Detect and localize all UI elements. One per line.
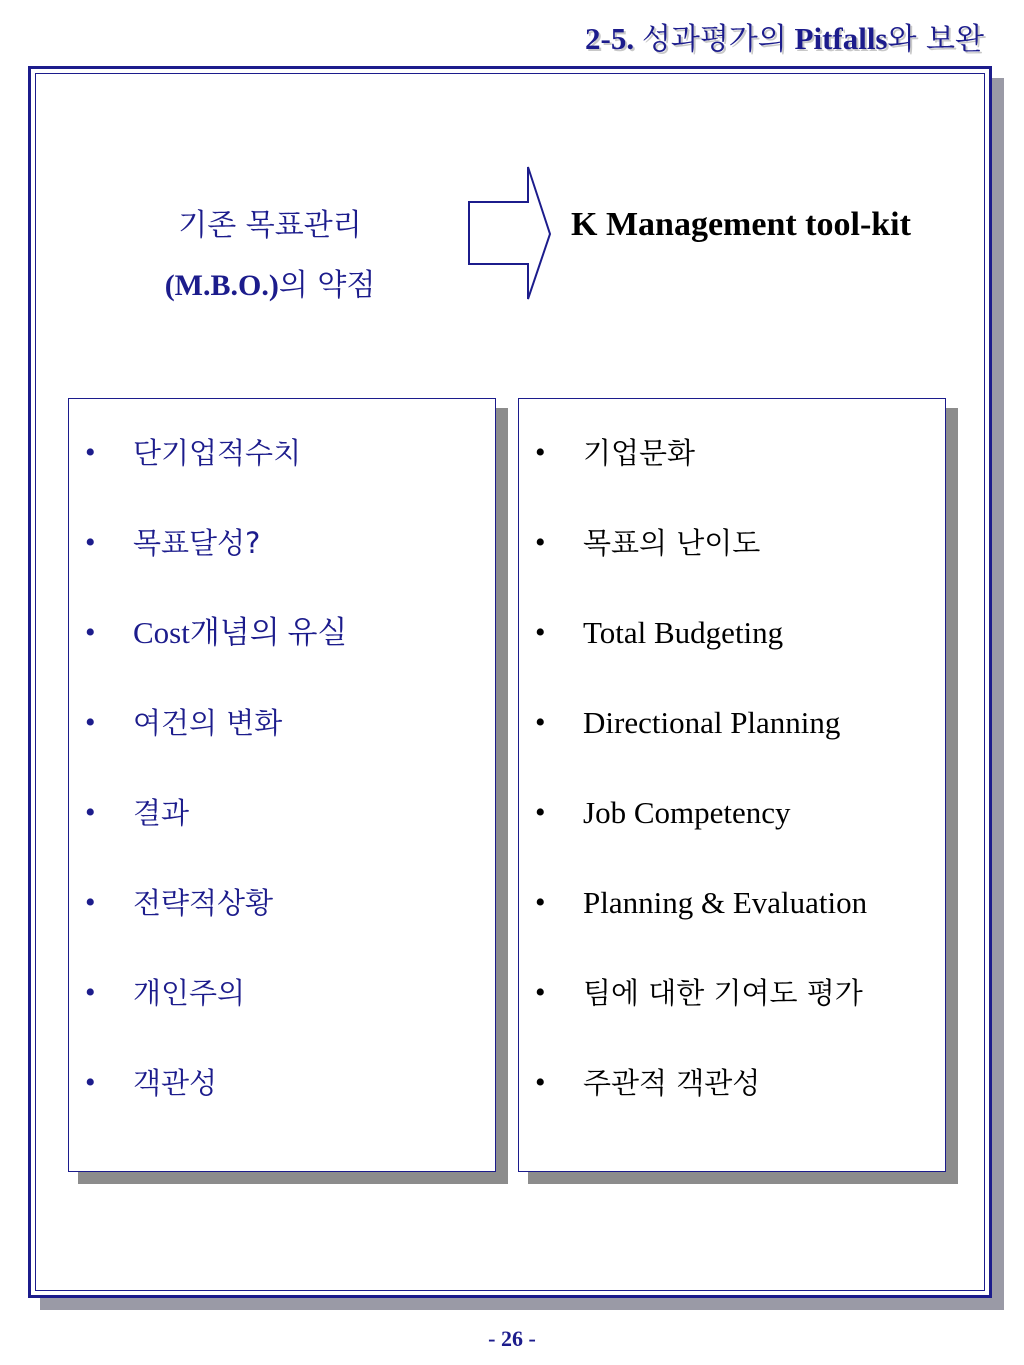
bullet-icon: • <box>535 796 546 829</box>
list-item-text: Cost개념의 유실 <box>133 615 348 650</box>
slide-title <box>585 14 984 58</box>
list-item-text: 주관적 객관성 <box>583 1066 761 1100</box>
list-item-text: 팀에 대한 기여도 평가 <box>583 976 863 1010</box>
title-korean: 성과평가의 <box>641 22 787 57</box>
mbo-line1: 기존 목표관리 <box>178 208 362 243</box>
list-item-text: 객관성 <box>133 1066 218 1100</box>
list-item-text: Job Competency <box>583 795 791 830</box>
bullet-icon: • <box>535 976 546 1009</box>
bullet-icon: • <box>85 1066 96 1099</box>
bullet-icon: • <box>85 526 96 559</box>
page-number: - 26 - <box>488 1326 536 1351</box>
bullet-icon: • <box>85 706 96 739</box>
title-suffix: 와 보완 <box>887 22 984 57</box>
right-box <box>518 398 946 1172</box>
bullet-icon: • <box>535 706 546 739</box>
mbo-line2-en: (M.B.O.) <box>164 269 279 302</box>
bullet-icon: • <box>85 796 96 829</box>
mbo-heading <box>120 196 420 316</box>
left-box <box>68 398 496 1172</box>
list-item-text: Planning & Evaluation <box>583 885 868 920</box>
list-item-text: 여건의 변화 <box>133 706 283 740</box>
bullet-icon: • <box>535 886 546 919</box>
bullet-icon: • <box>535 436 546 469</box>
bullet-icon: • <box>85 436 96 469</box>
bullet-icon: • <box>535 616 546 649</box>
list-item-text: Directional Planning <box>583 705 841 740</box>
right-arrow-icon <box>466 164 556 304</box>
list-item-text: 단기업적수치 <box>133 436 302 470</box>
bullet-icon: • <box>85 886 96 919</box>
list-item-text: 목표의 난이도 <box>583 526 761 560</box>
mbo-line2 <box>120 256 420 316</box>
bullet-icon: • <box>535 1066 546 1099</box>
list-item-text: 개인주의 <box>133 976 246 1010</box>
bullet-icon: • <box>535 526 546 559</box>
list-item-text: 전략적상황 <box>133 886 274 920</box>
list-item-text: 목표달성? <box>133 526 261 560</box>
list-item-text: 기업문화 <box>583 436 696 470</box>
toolkit-title: K Management tool-kit <box>571 206 911 243</box>
list-item-text: Total Budgeting <box>583 615 784 650</box>
mbo-line2-kr: 의 약점 <box>278 268 376 303</box>
list-item-text: 결과 <box>133 796 190 830</box>
bullet-icon: • <box>85 976 96 1009</box>
bullet-icon: • <box>85 616 96 649</box>
title-english: Pitfalls <box>794 21 888 56</box>
title-prefix: 2-5. <box>585 21 642 56</box>
